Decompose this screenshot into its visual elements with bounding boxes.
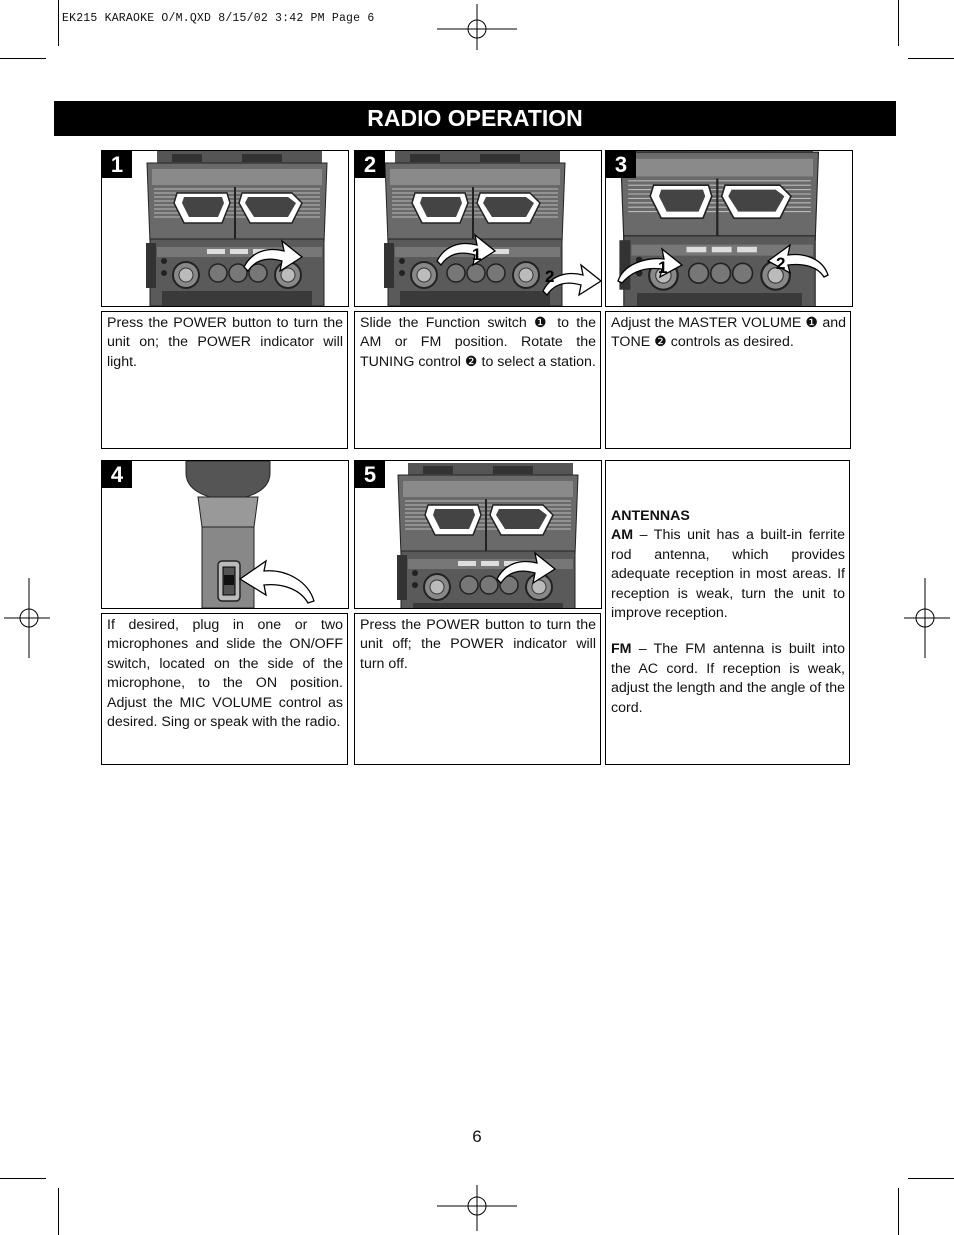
step-1-text: Press the POWER button to turn the unit on; the POWER indicator will light. — [101, 311, 348, 449]
page-title: RADIO OPERATION — [54, 101, 896, 136]
crop-mark — [0, 1178, 46, 1179]
fm-label: FM — [611, 641, 632, 658]
crop-mark — [908, 1178, 954, 1179]
crop-mark — [908, 58, 954, 59]
callout-2: 2 — [776, 254, 786, 273]
step-5-image — [354, 460, 602, 609]
fm-text: – The FM antenna is built into the AC cord. If reception is weak, adjust the length and the angle of the cord. — [611, 641, 845, 716]
crop-mark — [58, 0, 59, 46]
page-number: 6 — [472, 1127, 482, 1146]
registration-mark-bottom — [437, 1185, 517, 1231]
step-5-text: Press the POWER button to turn the unit off; the POWER indicator will turn off. — [354, 613, 601, 765]
step-number: 2 — [355, 151, 385, 178]
step-2-text: Slide the Function switch ❶ to the AM or FM position. Rotate the TUNING control ❷ to select a station. — [354, 311, 601, 449]
step-number: 5 — [355, 461, 385, 488]
am-paragraph — [611, 526, 845, 623]
registration-mark-right — [904, 578, 950, 658]
step-4-image — [101, 460, 349, 609]
step-4-text: If desired, plug in one or two microphones and slide the ON/OFF switch, located on the side of the microphone, to the ON position. Adjust the MIC VOLUME control as desired. Sing or speak with the radio. — [101, 613, 348, 765]
am-label: AM — [611, 527, 634, 544]
step-2-image — [354, 150, 602, 307]
callout-1: 1 — [658, 258, 668, 277]
step-3-image — [605, 150, 853, 307]
crop-mark — [898, 0, 899, 46]
step-number: 4 — [102, 461, 132, 488]
registration-mark-left — [4, 578, 50, 658]
crop-mark — [58, 1188, 59, 1235]
am-text: – This unit has a built-in ferrite rod antenna, which provides adequate reception in most areas. If reception is weak, turn the unit to improve reception. — [611, 527, 845, 622]
step-1-image — [101, 150, 349, 307]
antennas-heading: ANTENNAS — [611, 508, 690, 524]
step-number: 3 — [606, 151, 636, 178]
step-3-text: Adjust the MASTER VOLUME ❶ and TONE ❷ controls as desired. — [605, 311, 851, 449]
step-number: 1 — [102, 151, 132, 178]
callout-2: 2 — [545, 267, 555, 286]
crop-mark — [0, 58, 46, 59]
registration-mark-top — [437, 4, 517, 50]
file-slug: EK215 KARAOKE O/M.QXD 8/15/02 3:42 PM Page 6 — [62, 12, 375, 25]
crop-mark — [898, 1188, 899, 1235]
fm-paragraph — [611, 640, 845, 718]
callout-1: 1 — [472, 245, 482, 264]
antennas-note — [605, 460, 850, 765]
